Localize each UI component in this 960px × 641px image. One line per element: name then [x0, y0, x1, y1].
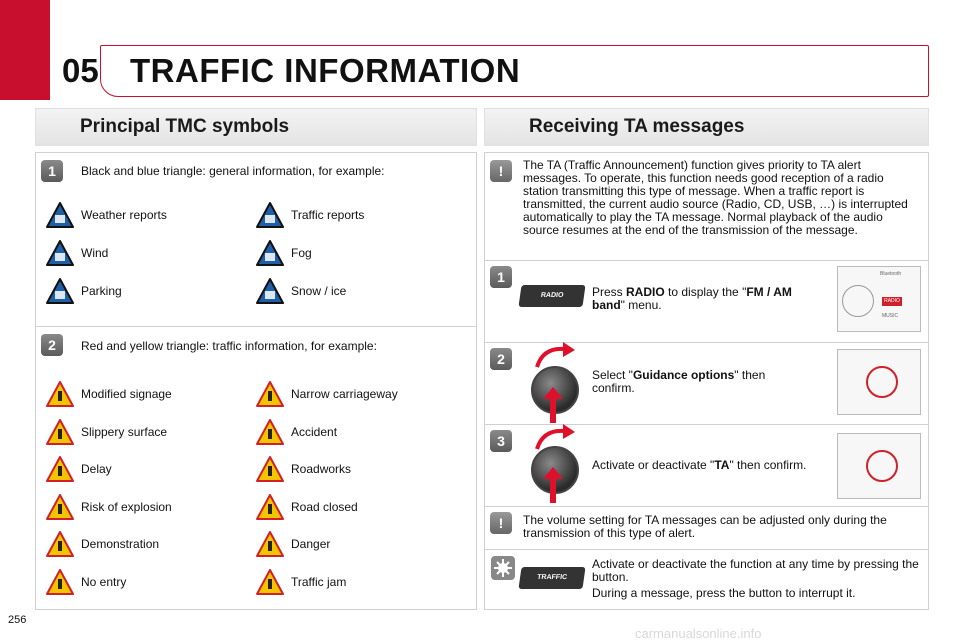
- step2-text: [592, 369, 792, 395]
- press-arrow-icon-3: [543, 467, 563, 503]
- group2-intro: Red and yellow triangle: traffic information, for example:: [81, 339, 377, 353]
- step2-post: " then confirm.: [592, 368, 766, 395]
- divider-5: [485, 549, 928, 550]
- console-dial-2: [866, 366, 898, 398]
- step1-bold2: FM / AM band: [592, 285, 792, 312]
- group1-intro: Black and blue triangle: general information, for example:: [81, 164, 385, 178]
- divider-1: [485, 260, 928, 261]
- symbol-label: Traffic reports: [291, 208, 365, 222]
- symbol-label: No entry: [81, 574, 127, 589]
- symbol-label: Parking: [81, 284, 122, 298]
- symbol-label: Demonstration: [81, 537, 160, 551]
- page-number: 256: [8, 614, 27, 626]
- step-badge-r2: 2: [490, 348, 512, 370]
- step3-bold: TA: [714, 458, 730, 472]
- step-badge-1: 1: [41, 160, 63, 182]
- step3-post: " then confirm.: [729, 458, 807, 472]
- step-badge-r1: 1: [490, 266, 512, 288]
- section-tab: [0, 0, 50, 100]
- right-section-title: Receiving TA messages: [529, 116, 745, 137]
- page-title: TRAFFIC INFORMATION: [130, 52, 521, 89]
- press-arrow-icon: [543, 387, 563, 423]
- symbol-label: Weather reports: [81, 208, 167, 222]
- accident-icon: [256, 419, 284, 445]
- console-dial: [842, 285, 874, 317]
- left-section-header: [35, 108, 477, 146]
- symbol-label: Narrow carriageway: [291, 387, 398, 401]
- fog-icon: [256, 240, 284, 266]
- step2-pre: Select ": [592, 368, 633, 382]
- console-radio-key: RADIO: [882, 297, 902, 306]
- traffic-button-image: TRAFFIC: [518, 567, 585, 589]
- traffic-jam-icon: [256, 569, 284, 595]
- symbol-label: Wind: [81, 246, 109, 260]
- symbol-label: Snow / ice: [291, 284, 347, 298]
- danger-icon: [256, 531, 284, 557]
- no-entry-icon: [46, 569, 74, 595]
- symbol-label: Delay: [81, 462, 112, 476]
- wind-icon: [46, 240, 74, 266]
- volume-note: The volume setting for TA messages can be adjusted only during the transmission of this type of alert.: [523, 513, 887, 540]
- parking-icon: [46, 278, 74, 304]
- step1-bold: RADIO: [626, 285, 665, 299]
- divider-4: [485, 506, 928, 507]
- group-divider: [36, 326, 476, 327]
- right-section-header: [484, 108, 929, 146]
- demonstration-icon: [46, 531, 74, 557]
- step2-bold: Guidance options: [632, 368, 735, 382]
- watermark: carmanualsonline.info: [635, 626, 762, 641]
- symbol-label: Traffic jam: [291, 574, 347, 589]
- delay-icon: [46, 456, 74, 482]
- symbol-label: Roadworks: [291, 462, 352, 476]
- info-badge: !: [490, 160, 512, 182]
- step1-text: [592, 286, 812, 312]
- left-section-title: Principal TMC symbols: [80, 116, 290, 137]
- step1-pre: Press: [592, 285, 627, 299]
- step-badge-r3: 3: [490, 430, 512, 452]
- roadworks-icon: [256, 456, 284, 482]
- console-image-1: [837, 266, 921, 332]
- step-badge-2: 2: [41, 334, 63, 356]
- console-image-3: [837, 433, 921, 499]
- modified-signage-icon: [46, 381, 74, 407]
- symbol-label: Modified signage: [81, 387, 172, 401]
- road-closed-icon: [256, 494, 284, 520]
- step1-mid: to display the ": [664, 285, 747, 299]
- tmc-symbols-panel: [35, 152, 477, 610]
- note-badge: !: [490, 512, 512, 534]
- radio-button-image: RADIO: [518, 285, 585, 307]
- traffic-reports-icon: [256, 202, 284, 228]
- console-music-label: MUSIC: [882, 313, 899, 319]
- symbol-label: Road closed: [291, 499, 358, 514]
- weather-icon: [46, 202, 74, 228]
- ta-info-text: The TA (Traffic Announcement) function gives priority to TA alert messages. To operate, this function needs good reception of a radio station transmitting this type of message. When a traffic report is transmitted, the current audio source (Radio, CD, USB, …) is interrupted automatically to play the TA message. Normal playback of the audio source resumes at the end of the transmission of the message.: [523, 158, 908, 237]
- step3-pre: Activate or deactivate ": [592, 458, 715, 472]
- symbol-label: Risk of explosion: [81, 499, 172, 514]
- ta-messages-panel: [484, 152, 929, 610]
- slippery-surface-icon: [46, 419, 74, 445]
- step3-text: [592, 459, 832, 472]
- step1-post: " menu.: [620, 298, 662, 312]
- symbol-label: Danger: [291, 537, 331, 551]
- narrow-carriageway-icon: [256, 381, 284, 407]
- console-image-2: [837, 349, 921, 415]
- console-dial-3: [866, 450, 898, 482]
- symbol-label: Slippery surface: [81, 424, 168, 439]
- tip-text-1: Activate or deactivate the function at any time by pressing the button.: [592, 557, 919, 584]
- section-number: 05: [62, 52, 99, 89]
- explosion-icon: [46, 494, 74, 520]
- symbol-label: Fog: [291, 246, 312, 260]
- tip-gear-icon: [491, 556, 515, 580]
- snow-icon: [256, 278, 284, 304]
- tip-text-2: During a message, press the button to interrupt it.: [592, 586, 856, 600]
- console-bluetooth-label: Bluetooth: [880, 271, 902, 277]
- symbol-label: Accident: [291, 424, 338, 439]
